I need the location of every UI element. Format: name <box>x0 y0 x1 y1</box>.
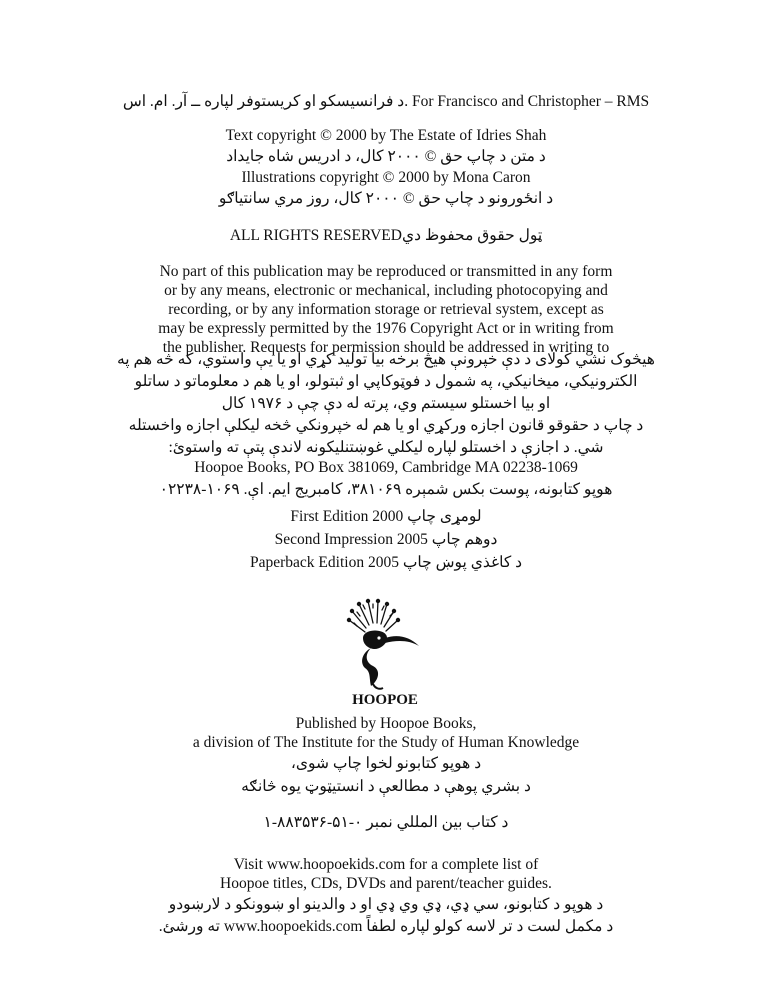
publisher-line: a division of The Institute for the Study of Human Knowledge <box>192 734 580 751</box>
text-copyright-en: Text copyright © 2000 by The Estate of Idries Shah <box>225 127 547 144</box>
visit-line-ps: د مکمل لست د تر لاسه کولو لپاره لطفاً www.hoopoekids.com ته ورشئ. <box>158 918 614 935</box>
visit-line: Hoopoe titles, CDs, DVDs and parent/teacher guides. <box>220 875 552 892</box>
illustrations-copyright-en: Illustrations copyright © 2000 by Mona Caron <box>241 169 531 186</box>
publisher-line-ps: د هوپو کتابونو لخوا چاپ شوی، <box>290 755 482 772</box>
visit-line: Visit www.hoopoekids.com for a complete list of <box>233 856 539 873</box>
all-rights-reserved: ټول حقوق محفوظ ديALL RIGHTS RESERVED <box>229 227 543 244</box>
notice-ps-line: الکترونيکي، ميخانيکي، په شمول د فوټوکاپي او ثبتولو، او يا هم د معلوماتو د ساتلو <box>134 373 638 390</box>
notice-en-line: or by any means, electronic or mechanical, including photocopying and <box>164 282 608 299</box>
address-en: Hoopoe Books, PO Box 381069, Cambridge MA 02238-1069 <box>194 459 578 476</box>
edition-line: دوهم چاپ Second Impression 2005 <box>274 531 498 548</box>
dedication: د فرانسيسکو او کريستوفر لپاره ــ آر. ام. اس. For Francisco and Christopher – RMS <box>122 93 650 110</box>
notice-en-line: No part of this publication may be reproduced or transmitted in any form <box>159 263 613 280</box>
notice-en-line: may be expressly permitted by the 1976 Copyright Act or in writing from <box>158 320 614 337</box>
notice-ps-line: د چاپ د حقوقو قانون اجازه ورکړي او يا هم له خپرونکي څخه ليکلې اجازه واخستله <box>128 417 644 434</box>
notice-ps-line: هيڅوک نشي کولای د دې خپرونې هيڅ برخه بيا توليد کړي او يا يې واستوي، که څه هم په <box>117 351 655 368</box>
visit-line-ps: د هوپو د کتابونو، سي ډي، ډي وي ډي او د والدينو او ښوونکو د لارښودو <box>168 896 604 913</box>
notice-ps-line: او بيا اخستلو سيستم وي، پرته له دې چې د ۱۹۷۶ کال <box>221 395 551 412</box>
illustrations-copyright-ps: د انځورونو د چاپ حق © ۲۰۰۰ کال، روز مري سانتياګو <box>218 190 554 207</box>
logo-text: HOOPOE <box>352 692 418 706</box>
edition-line: لومړی چاپ First Edition 2000 <box>290 508 482 525</box>
notice-ps-line: شي. د اجازې د اخستلو لپاره ليکلي غوښتنليکونه لاندې پتې ته واستوئ: <box>168 439 604 456</box>
notice-en-line: the publisher. Requests for permission should be addressed in writing to <box>162 339 610 356</box>
publisher-line: Published by Hoopoe Books, <box>295 715 477 732</box>
edition-line: د کاغذي پوښ چاپ Paperback Edition 2005 <box>250 554 522 571</box>
hoopoe-bird-icon <box>335 598 435 706</box>
publisher-line-ps: د بشري پوهې د مطالعې د انستيټوټ يوه څانګه <box>241 778 531 795</box>
isbn: د کتاب بين المللي نمبر ۰-۵۱-۸۸۳۵۳۶-۱ <box>263 814 509 831</box>
address-ps: هوپو کتابونه، پوست بکس شمېره ۳۸۱۰۶۹، کامبريج ايم. اې. ۱۰۶۹-۰۲۲۳۸ <box>159 481 613 498</box>
hoopoe-logo <box>335 598 435 706</box>
notice-en-line: recording, or by any information storage or retrieval system, except as <box>168 301 604 318</box>
text-copyright-ps: د متن د چاپ حق © ۲۰۰۰ کال، د ادريس شاه جايداد <box>226 148 546 165</box>
